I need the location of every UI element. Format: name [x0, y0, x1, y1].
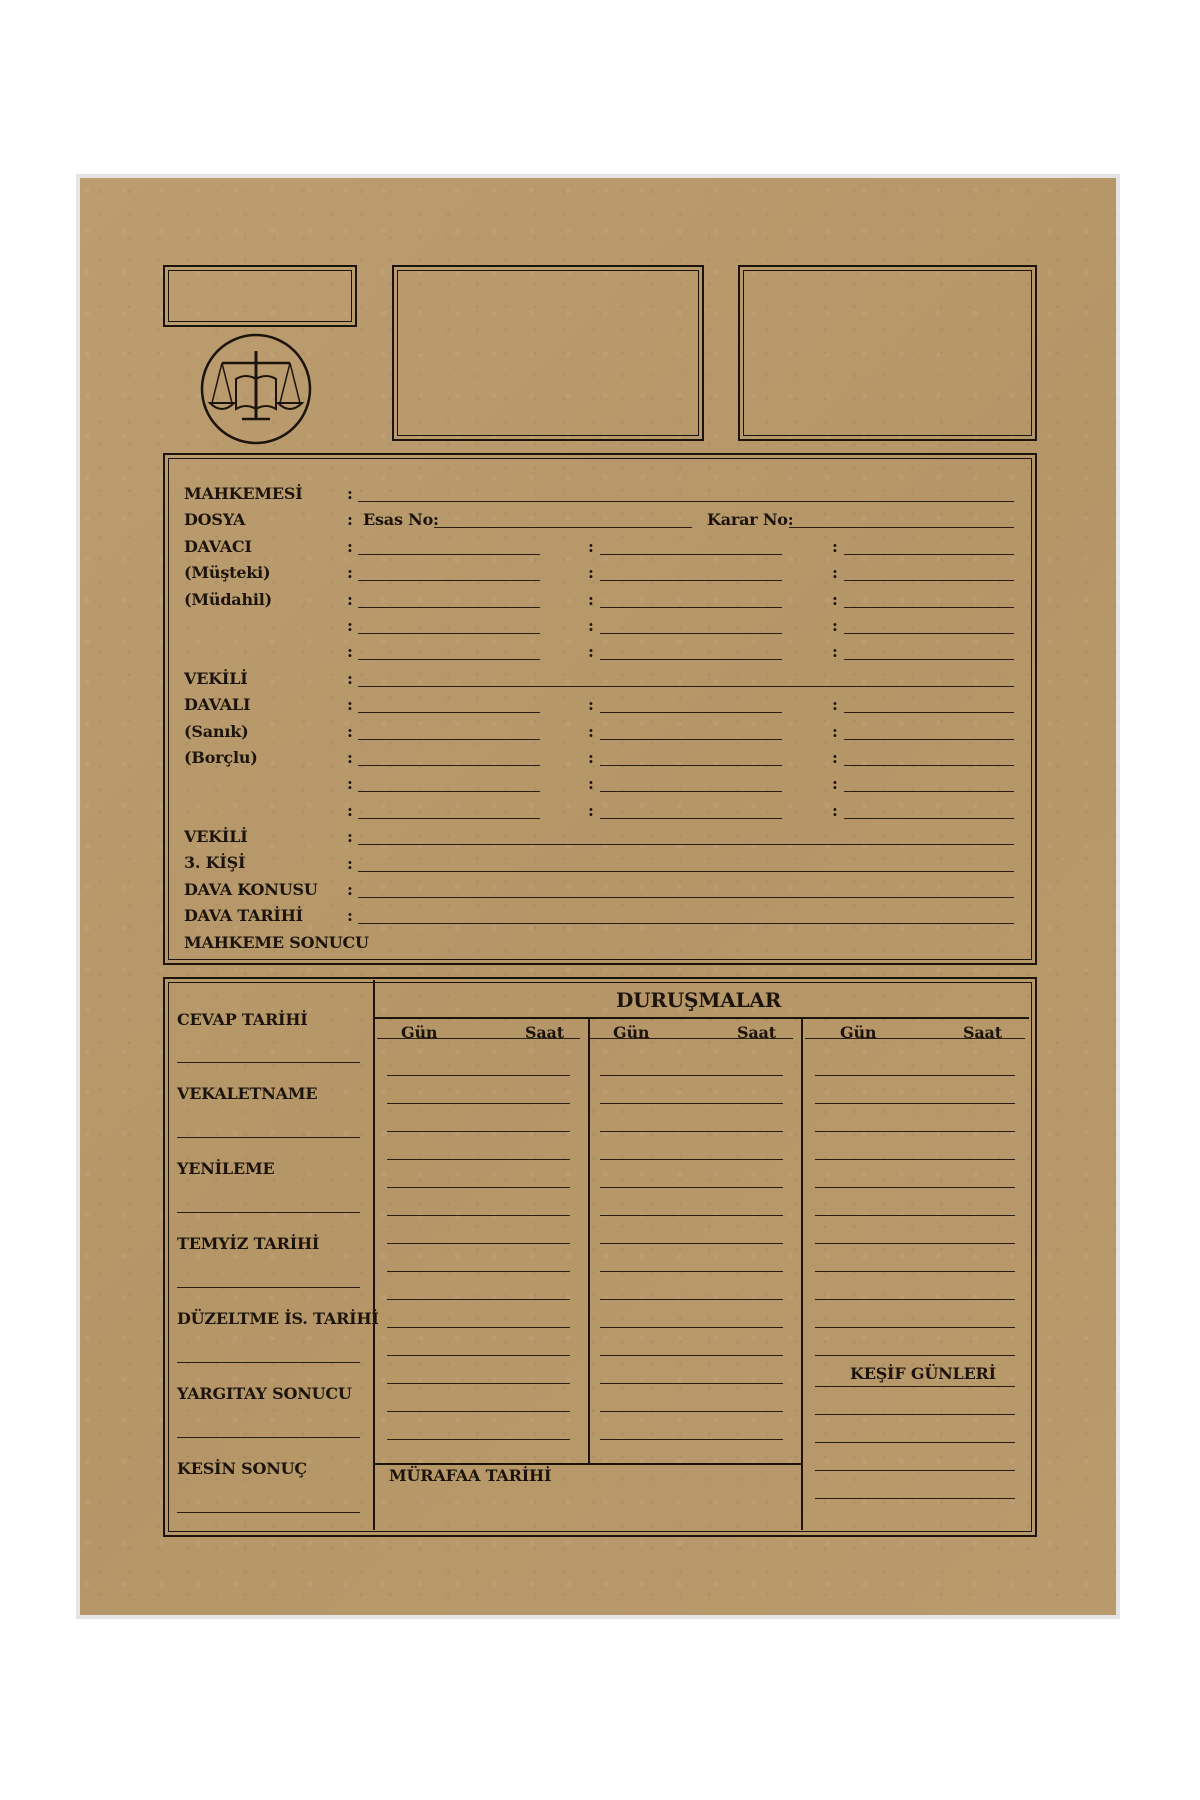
hearing-entry-line[interactable]: [600, 1075, 783, 1076]
label-borclu: (Borçlu): [184, 748, 258, 767]
hearing-entry-line[interactable]: [815, 1159, 1015, 1160]
label-dosya: DOSYA: [184, 510, 246, 529]
colon-separator: :: [347, 536, 353, 556]
label-yargitay-sonucu: YARGITAY SONUCU: [177, 1384, 352, 1403]
label-vekili-plaintiff: VEKİLİ: [184, 669, 248, 688]
colon-separator: :: [832, 774, 838, 794]
divider-title: [375, 1017, 1029, 1019]
hearing-entry-line[interactable]: [387, 1271, 570, 1272]
party-field-col3[interactable]: [844, 659, 1014, 660]
label-mahkemesi: MAHKEMESİ: [184, 484, 303, 503]
side-field-line[interactable]: [177, 1062, 360, 1063]
divider-murafaa: [375, 1463, 802, 1465]
hearing-entry-line[interactable]: [600, 1271, 783, 1272]
esas-no-field[interactable]: [434, 527, 692, 528]
divider-side: [373, 980, 375, 1530]
hearing-entry-line[interactable]: [600, 1103, 783, 1104]
party-field-col1[interactable]: [358, 818, 540, 819]
side-field-line[interactable]: [177, 1437, 360, 1438]
kesif-entry-line[interactable]: [815, 1470, 1015, 1471]
kesif-entry-line[interactable]: [815, 1414, 1015, 1415]
colon-separator: :: [832, 748, 838, 767]
full-width-field[interactable]: [358, 897, 1014, 898]
hearing-entry-line[interactable]: [387, 1439, 570, 1440]
kesif-entry-line[interactable]: [815, 1442, 1015, 1443]
party-field-col1[interactable]: [358, 765, 540, 766]
col3-day: Gün: [840, 1023, 877, 1042]
label-dava-konusu: DAVA KONUSU: [184, 880, 318, 899]
hearing-entry-line[interactable]: [387, 1355, 570, 1356]
colon-separator: :: [832, 695, 838, 715]
hearing-header-underline: [377, 1038, 580, 1039]
colon-separator: :: [588, 536, 594, 556]
party-field-col3[interactable]: [844, 580, 1014, 581]
colon-separator: :: [832, 536, 838, 556]
hearing-entry-line[interactable]: [815, 1355, 1015, 1356]
label-sanik: (Sanık): [184, 722, 249, 741]
party-field-col1[interactable]: [358, 739, 540, 740]
colon-separator: :: [347, 668, 353, 688]
full-width-field[interactable]: [358, 501, 1014, 502]
colon-separator: :: [347, 774, 353, 794]
colon-separator: :: [588, 589, 594, 609]
colon-separator: :: [588, 774, 594, 794]
side-field-line[interactable]: [177, 1362, 360, 1363]
label-mahkeme-sonucu: MAHKEME SONUCU: [184, 933, 369, 952]
full-width-field[interactable]: [358, 871, 1014, 872]
party-field-col1[interactable]: [358, 659, 540, 660]
colon-separator: :: [347, 880, 353, 899]
colon-separator: :: [832, 563, 838, 583]
colon-separator: :: [347, 695, 353, 715]
label-duzeltme-is-tarihi: DÜZELTME İS. TARİHİ: [177, 1309, 379, 1328]
party-field-col2[interactable]: [600, 633, 782, 634]
colon-separator: :: [347, 484, 353, 503]
hearing-entry-line[interactable]: [600, 1411, 783, 1412]
hearing-entry-line[interactable]: [815, 1103, 1015, 1104]
divider-hearing-2: [801, 1019, 803, 1530]
party-field-col2[interactable]: [600, 554, 782, 555]
full-width-field[interactable]: [358, 844, 1014, 845]
hearing-entry-line[interactable]: [815, 1299, 1015, 1300]
hearings-title: DURUŞMALAR: [616, 988, 782, 1012]
hearing-entry-line[interactable]: [387, 1103, 570, 1104]
party-field-col3[interactable]: [844, 554, 1014, 555]
hearing-entry-line[interactable]: [600, 1439, 783, 1440]
hearing-header-underline: [590, 1038, 793, 1039]
col1-time: Saat: [525, 1023, 564, 1042]
hearing-entry-line[interactable]: [387, 1411, 570, 1412]
hearing-entry-line[interactable]: [815, 1215, 1015, 1216]
colon-separator: :: [347, 642, 353, 662]
hearing-entry-line[interactable]: [387, 1075, 570, 1076]
hearing-entry-line[interactable]: [387, 1131, 570, 1132]
divider-hearing-1: [588, 1019, 590, 1463]
party-field-col1[interactable]: [358, 607, 540, 608]
side-field-line[interactable]: [177, 1137, 360, 1138]
label-kesin-sonuc: KESİN SONUÇ: [177, 1459, 307, 1478]
label-davaci: DAVACI: [184, 537, 252, 556]
colon-separator: :: [347, 853, 353, 873]
hearing-entry-line[interactable]: [815, 1131, 1015, 1132]
hearing-entry-line[interactable]: [387, 1187, 570, 1188]
colon-separator: :: [347, 563, 353, 583]
col2-time: Saat: [737, 1023, 776, 1042]
scales-of-justice-icon: [200, 333, 312, 445]
hearing-header-underline: [805, 1038, 1025, 1039]
colon-separator: :: [347, 616, 353, 635]
colon-separator: :: [347, 906, 353, 926]
top-left-label-box[interactable]: [163, 265, 357, 327]
party-field-col2[interactable]: [600, 818, 782, 819]
label-davali: DAVALI: [184, 695, 251, 714]
side-field-line[interactable]: [177, 1512, 360, 1513]
label-esas-no: Esas No:: [363, 510, 439, 529]
colon-separator: :: [588, 748, 594, 767]
colon-separator: :: [832, 589, 838, 609]
party-field-col2[interactable]: [600, 712, 782, 713]
party-field-col2[interactable]: [600, 791, 782, 792]
hearing-entry-line[interactable]: [387, 1159, 570, 1160]
side-field-line[interactable]: [177, 1287, 360, 1288]
party-field-col3[interactable]: [844, 818, 1014, 819]
hearing-entry-line[interactable]: [387, 1215, 570, 1216]
hearing-entry-line[interactable]: [600, 1327, 783, 1328]
hearing-entry-line[interactable]: [387, 1243, 570, 1244]
label-murafaa-tarihi: MÜRAFAA TARİHİ: [389, 1466, 552, 1485]
party-field-col3[interactable]: [844, 765, 1014, 766]
col2-day: Gün: [613, 1023, 650, 1042]
label-mudahil: (Müdahil): [184, 590, 273, 609]
label-vekaletname: VEKALETNAME: [177, 1084, 318, 1103]
label-yenileme: YENİLEME: [177, 1159, 275, 1178]
party-field-col2[interactable]: [600, 659, 782, 660]
colon-separator: :: [832, 616, 838, 635]
colon-separator: :: [832, 721, 838, 741]
colon-separator: :: [347, 827, 353, 847]
colon-separator: :: [347, 589, 353, 609]
colon-separator: :: [588, 563, 594, 583]
hearing-entry-line[interactable]: [815, 1271, 1015, 1272]
hearing-entry-line[interactable]: [815, 1327, 1015, 1328]
hearing-entry-line[interactable]: [387, 1383, 570, 1384]
full-width-field[interactable]: [358, 923, 1014, 924]
hearing-entry-line[interactable]: [600, 1355, 783, 1356]
karar-no-field[interactable]: [789, 527, 1014, 528]
label-ucuncu-kisi: 3. KİŞİ: [184, 853, 246, 872]
col3-time: Saat: [963, 1023, 1002, 1042]
kesif-entry-line[interactable]: [815, 1498, 1015, 1499]
party-field-col2[interactable]: [600, 580, 782, 581]
party-field-col3[interactable]: [844, 607, 1014, 608]
bottom-box: [163, 977, 1037, 1537]
party-field-col2[interactable]: [600, 739, 782, 740]
kesif-underline: [815, 1386, 1015, 1387]
party-field-col2[interactable]: [600, 765, 782, 766]
label-kesif-gunleri: KEŞİF GÜNLERİ: [850, 1364, 996, 1383]
hearing-entry-line[interactable]: [815, 1243, 1015, 1244]
party-field-col3[interactable]: [844, 712, 1014, 713]
hearing-entry-line[interactable]: [600, 1383, 783, 1384]
colon-separator: :: [588, 642, 594, 662]
hearing-entry-line[interactable]: [600, 1299, 783, 1300]
side-field-line[interactable]: [177, 1212, 360, 1213]
hearing-entry-line[interactable]: [600, 1159, 783, 1160]
hearing-entry-line[interactable]: [600, 1131, 783, 1132]
colon-separator: :: [588, 721, 594, 741]
party-field-col1[interactable]: [358, 791, 540, 792]
party-field-col1[interactable]: [358, 554, 540, 555]
party-field-col2[interactable]: [600, 607, 782, 608]
top-middle-box[interactable]: [392, 265, 704, 441]
top-right-box[interactable]: [738, 265, 1037, 441]
party-field-col1[interactable]: [358, 580, 540, 581]
colon-separator: :: [832, 800, 838, 820]
colon-separator: :: [588, 800, 594, 820]
hearing-entry-line[interactable]: [600, 1243, 783, 1244]
colon-separator: :: [347, 510, 353, 530]
party-field-col1[interactable]: [358, 633, 540, 634]
hearing-entry-line[interactable]: [815, 1075, 1015, 1076]
party-field-col3[interactable]: [844, 633, 1014, 634]
label-dava-tarihi: DAVA TARİHİ: [184, 906, 303, 925]
colon-separator: :: [347, 721, 353, 741]
colon-separator: :: [832, 642, 838, 662]
party-field-col3[interactable]: [844, 739, 1014, 740]
full-width-field[interactable]: [358, 686, 1014, 687]
hearing-entry-line[interactable]: [815, 1187, 1015, 1188]
colon-separator: :: [347, 800, 353, 820]
label-cevap-tarihi: CEVAP TARİHİ: [177, 1010, 308, 1029]
label-karar-no: Karar No:: [707, 510, 794, 529]
hearing-entry-line[interactable]: [387, 1299, 570, 1300]
hearing-entry-line[interactable]: [600, 1215, 783, 1216]
label-musteki: (Müşteki): [184, 563, 271, 582]
party-field-col1[interactable]: [358, 712, 540, 713]
party-field-col3[interactable]: [844, 791, 1014, 792]
colon-separator: :: [588, 616, 594, 635]
hearing-entry-line[interactable]: [387, 1327, 570, 1328]
colon-separator: :: [588, 695, 594, 715]
col1-day: Gün: [401, 1023, 438, 1042]
label-temyiz-tarihi: TEMYİZ TARİHİ: [177, 1234, 320, 1253]
label-vekili-defendant: VEKİLİ: [184, 827, 248, 846]
colon-separator: :: [347, 748, 353, 767]
hearing-entry-line[interactable]: [600, 1187, 783, 1188]
